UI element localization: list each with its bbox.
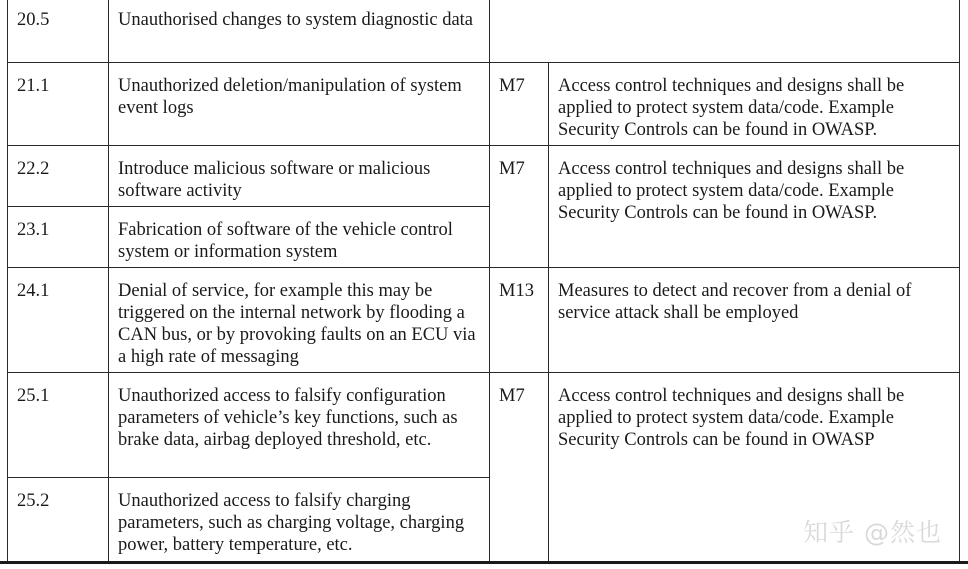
threat-description: Unauthorised changes to system diagnostic data <box>118 10 474 30</box>
threat-id-cell <box>8 373 109 478</box>
threat-description-cell <box>109 146 490 207</box>
threat-id: 24.1 <box>17 281 50 301</box>
threat-description: Unauthorized access to falsify configuration parameters of vehicle’s key functions, such as brake data, airbag deployed threshold, etc. <box>118 386 458 450</box>
mitigation-ref-cell <box>490 146 549 268</box>
threat-id-cell <box>8 0 109 63</box>
threat-id: 20.5 <box>17 10 50 30</box>
threat-id: 25.2 <box>17 491 50 511</box>
threat-id: 25.1 <box>17 386 50 406</box>
threat-id-cell <box>8 146 109 207</box>
mitigation-ref: M13 <box>499 281 534 301</box>
mitigation-ref-cell <box>490 63 549 146</box>
table-row <box>8 373 960 478</box>
mitigation-text: Access control techniques and designs shall be applied to protect system data/code. Example Security Controls can be found in OWASP. <box>558 159 905 223</box>
threat-description-cell <box>109 0 490 63</box>
mitigation-text: Measures to detect and recover from a denial of service attack shall be employed <box>558 281 912 323</box>
mitigation-ref: M7 <box>499 159 525 179</box>
threat-id-cell <box>8 207 109 268</box>
mitigation-cell <box>549 268 960 373</box>
threat-description-cell <box>109 373 490 478</box>
threat-description-cell <box>109 478 490 564</box>
table-row <box>8 268 960 373</box>
mitigation-ref: M7 <box>499 386 525 406</box>
mitigation-ref-cell <box>490 373 549 564</box>
mitigation-text <box>490 0 959 13</box>
mitigation-cell <box>549 146 960 268</box>
threat-id: 22.2 <box>17 159 50 179</box>
threat-description: Unauthorized access to falsify charging parameters, such as charging voltage, charging power, battery temperature, etc. <box>118 491 465 555</box>
threat-description: Introduce malicious software or malicious software activity <box>118 159 431 201</box>
mitigation-text: Access control techniques and designs shall be applied to protect system data/code. Example Security Controls can be found in OWASP. <box>558 76 905 140</box>
mitigation-ref-cell <box>490 268 549 373</box>
threat-id: 23.1 <box>17 220 50 240</box>
threat-description: Unauthorized deletion/manipulation of system event logs <box>118 76 462 118</box>
threat-mitigation-table <box>7 0 960 564</box>
bottom-rule <box>0 561 968 564</box>
table-row <box>8 0 960 63</box>
watermark: 知乎 @然也 <box>803 518 942 547</box>
threat-id: 21.1 <box>17 76 50 96</box>
threat-description: Denial of service, for example this may be triggered on the internal network by flooding a CAN bus, or by provoking faults on an ECU via a high rate of messaging <box>118 281 476 367</box>
threat-description-cell <box>109 63 490 146</box>
threat-id-cell <box>8 63 109 146</box>
threat-description: Fabrication of software of the vehicle control system or information system <box>118 220 453 262</box>
threat-description-cell <box>109 268 490 373</box>
threat-description-cell <box>109 207 490 268</box>
mitigation-ref: M7 <box>499 76 525 96</box>
empty-mitigation-cell <box>490 0 960 63</box>
table-row <box>8 146 960 207</box>
threat-id-cell <box>8 478 109 564</box>
table-row <box>8 63 960 146</box>
mitigation-text: Access control techniques and designs shall be applied to protect system data/code. Example Security Controls can be found in OWASP <box>558 386 905 450</box>
threat-id-cell <box>8 268 109 373</box>
mitigation-cell <box>549 63 960 146</box>
